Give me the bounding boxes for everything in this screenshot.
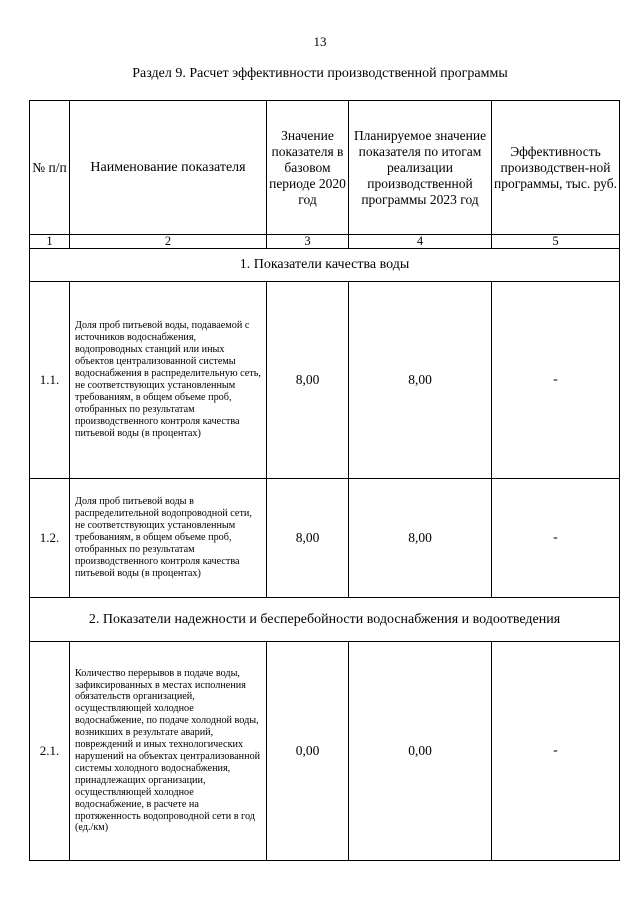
row-planned-value: 0,00 bbox=[349, 642, 492, 861]
group-title: 1. Показатели качества воды bbox=[30, 249, 620, 282]
row-indicator-name: Доля проб питьевой воды в распределительной водопроводной сети, не соответствующих установленным требованиям, в общем объеме проб, отобранных по результатам производственного контроля качества питьевой воды (в процентах) bbox=[70, 479, 267, 598]
row-efficiency: - bbox=[492, 479, 620, 598]
header-base-value: Значение показателя в базовом периоде 2020 год bbox=[267, 101, 349, 235]
page-number: 13 bbox=[313, 34, 327, 49]
column-number: 3 bbox=[267, 235, 349, 249]
section-title: Раздел 9. Расчет эффективности производственной программы bbox=[132, 66, 508, 81]
table-row bbox=[30, 282, 620, 479]
header-number: № п/п bbox=[30, 101, 70, 235]
header-indicator-name: Наименование показателя bbox=[70, 101, 267, 235]
row-indicator-name: Доля проб питьевой воды, подаваемой с источников водоснабжения, водопроводных станций или иных объектов централизованной системы водоснабжения в распределительную сеть, не соответствующих установленным требованиям, в общем объеме проб, отобранных по результатам производственного контроля качества питьевой воды (в процентах) bbox=[70, 282, 267, 479]
table-row bbox=[30, 479, 620, 598]
column-number: 1 bbox=[30, 235, 70, 249]
row-planned-value: 8,00 bbox=[349, 479, 492, 598]
header-planned-value: Планируемое значение показателя по итогам реализации производственной программы 2023 год bbox=[349, 101, 492, 235]
efficiency-table bbox=[29, 100, 620, 861]
row-efficiency: - bbox=[492, 642, 620, 861]
row-number: 1.1. bbox=[30, 282, 70, 479]
row-efficiency: - bbox=[492, 282, 620, 479]
header-efficiency: Эффективность производствен-ной программы, тыс. руб. bbox=[492, 101, 620, 235]
column-number: 2 bbox=[70, 235, 267, 249]
row-base-value: 8,00 bbox=[267, 479, 349, 598]
column-number: 5 bbox=[492, 235, 620, 249]
row-indicator-name: Количество перерывов в подаче воды, зафиксированных в местах исполнения обязательств организацией, осуществляющей холодное водоснабжение, по подаче холодной воды, возникших в результате аварий, повреждений и иных технологических нарушений на объектах централизованной системы холодного водоснабжения, принадлежащих организации, осуществляющей холодное водоснабжение, в расчете на протяженность водопроводной сети в год (ед./км) bbox=[70, 642, 267, 861]
row-number: 1.2. bbox=[30, 479, 70, 598]
row-number: 2.1. bbox=[30, 642, 70, 861]
group-row-water-quality bbox=[30, 249, 620, 282]
row-base-value: 0,00 bbox=[267, 642, 349, 861]
group-title: 2. Показатели надежности и бесперебойности водоснабжения и водоотведения bbox=[30, 598, 620, 642]
row-base-value: 8,00 bbox=[267, 282, 349, 479]
table-row bbox=[30, 642, 620, 861]
row-planned-value: 8,00 bbox=[349, 282, 492, 479]
column-number: 4 bbox=[349, 235, 492, 249]
group-row-reliability bbox=[30, 598, 620, 642]
column-numbers-row bbox=[30, 235, 620, 249]
table-header-row bbox=[30, 101, 620, 235]
